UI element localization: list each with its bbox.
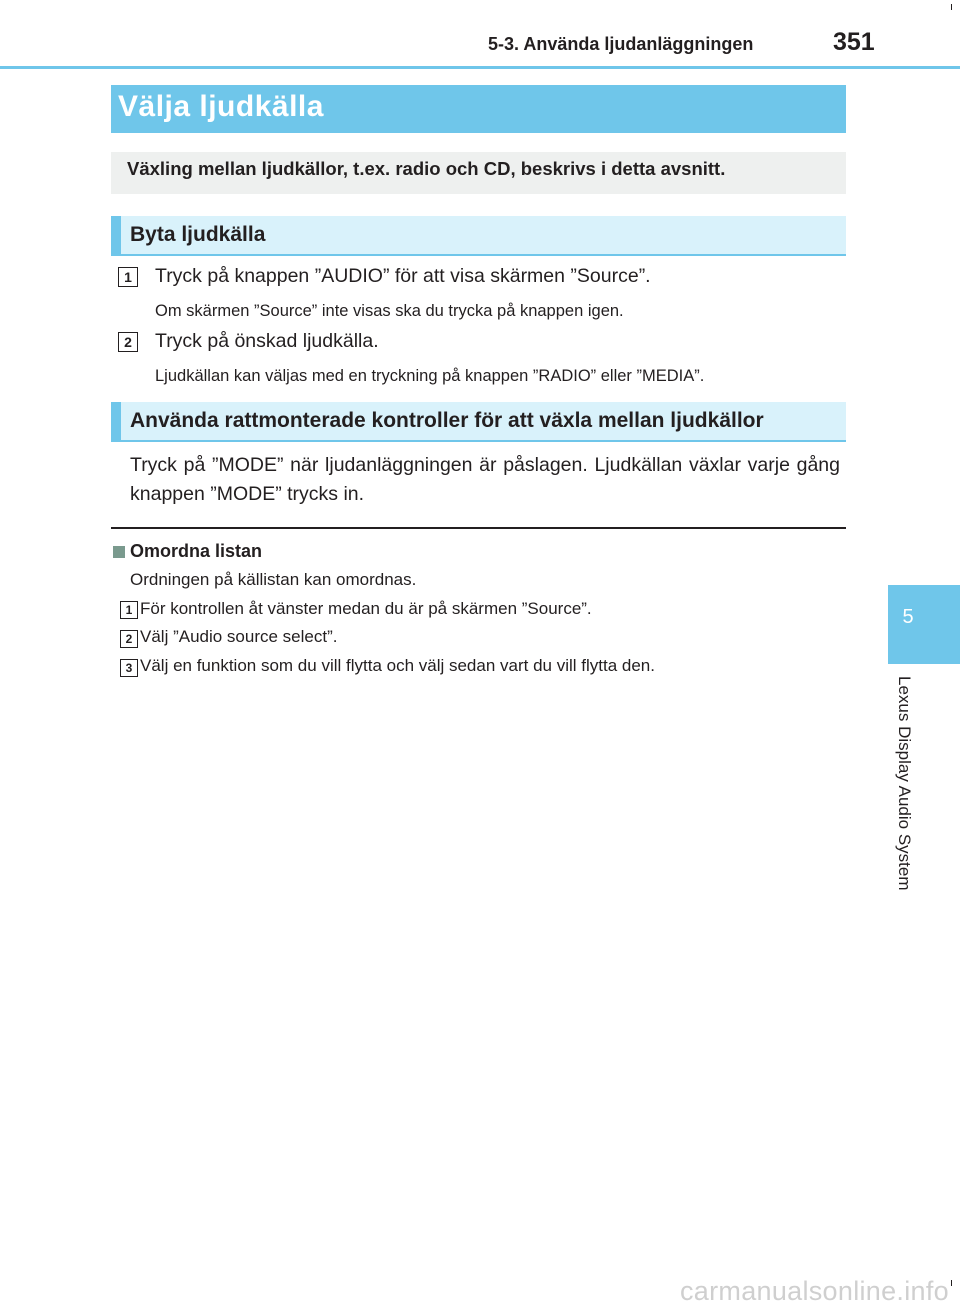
header-rule <box>0 66 960 69</box>
divider <box>111 527 846 529</box>
reorder-heading: Omordna listan <box>130 541 263 561</box>
step-number-box: 1 <box>118 267 138 287</box>
subheading-accent <box>111 402 121 440</box>
body-paragraph: Tryck på ”MODE” när ljudanläggningen är påslagen. Ljudkällan växlar varje gång knappen ”MODE” trycks in. <box>130 454 840 505</box>
square-bullet-icon <box>113 546 125 558</box>
chapter-number: 5 <box>902 606 914 628</box>
running-header-section: 5-3. Använda ljudanläggningen <box>488 34 754 54</box>
page-title: Välja ljudkälla <box>118 90 324 123</box>
page-number: 351 <box>833 28 875 56</box>
subheading-accent <box>111 216 121 254</box>
reorder-step-text: För kontrollen åt vänster medan du är på skärmen ”Source”. <box>140 599 592 618</box>
subheading-rattmonterade: Använda rattmonterade kontroller för att växla mellan ljudkällor <box>130 409 764 432</box>
intro-text: Växling mellan ljudkällor, t.ex. radio och CD, beskrivs i detta avsnitt. <box>127 158 726 179</box>
crop-mark <box>951 1280 952 1286</box>
crop-mark <box>951 4 952 10</box>
reorder-step-text: Välj en funktion som du vill flytta och välj sedan vart du vill flytta den. <box>140 656 655 675</box>
step-note: Om skärmen ”Source” inte visas ska du trycka på knappen igen. <box>155 302 624 320</box>
step-note: Ljudkällan kan väljas med en tryckning på knappen ”RADIO” eller ”MEDIA”. <box>155 367 705 385</box>
step-text: Tryck på knappen ”AUDIO” för att visa skärmen ”Source”. <box>155 265 651 287</box>
subheading-byta-ljudkalla: Byta ljudkälla <box>130 223 266 246</box>
step-number-box: 1 <box>120 601 138 619</box>
step-number-box: 2 <box>120 630 138 648</box>
reorder-intro: Ordningen på källistan kan omordnas. <box>130 570 417 589</box>
chapter-title: Lexus Display Audio System <box>895 676 914 891</box>
step-number-box: 3 <box>120 659 138 677</box>
step-number-box: 2 <box>118 332 138 352</box>
step-text: Tryck på önskad ljudkälla. <box>155 330 379 352</box>
watermark: carmanualsonline.info <box>680 1276 949 1306</box>
reorder-step-text: Välj ”Audio source select”. <box>140 627 338 646</box>
